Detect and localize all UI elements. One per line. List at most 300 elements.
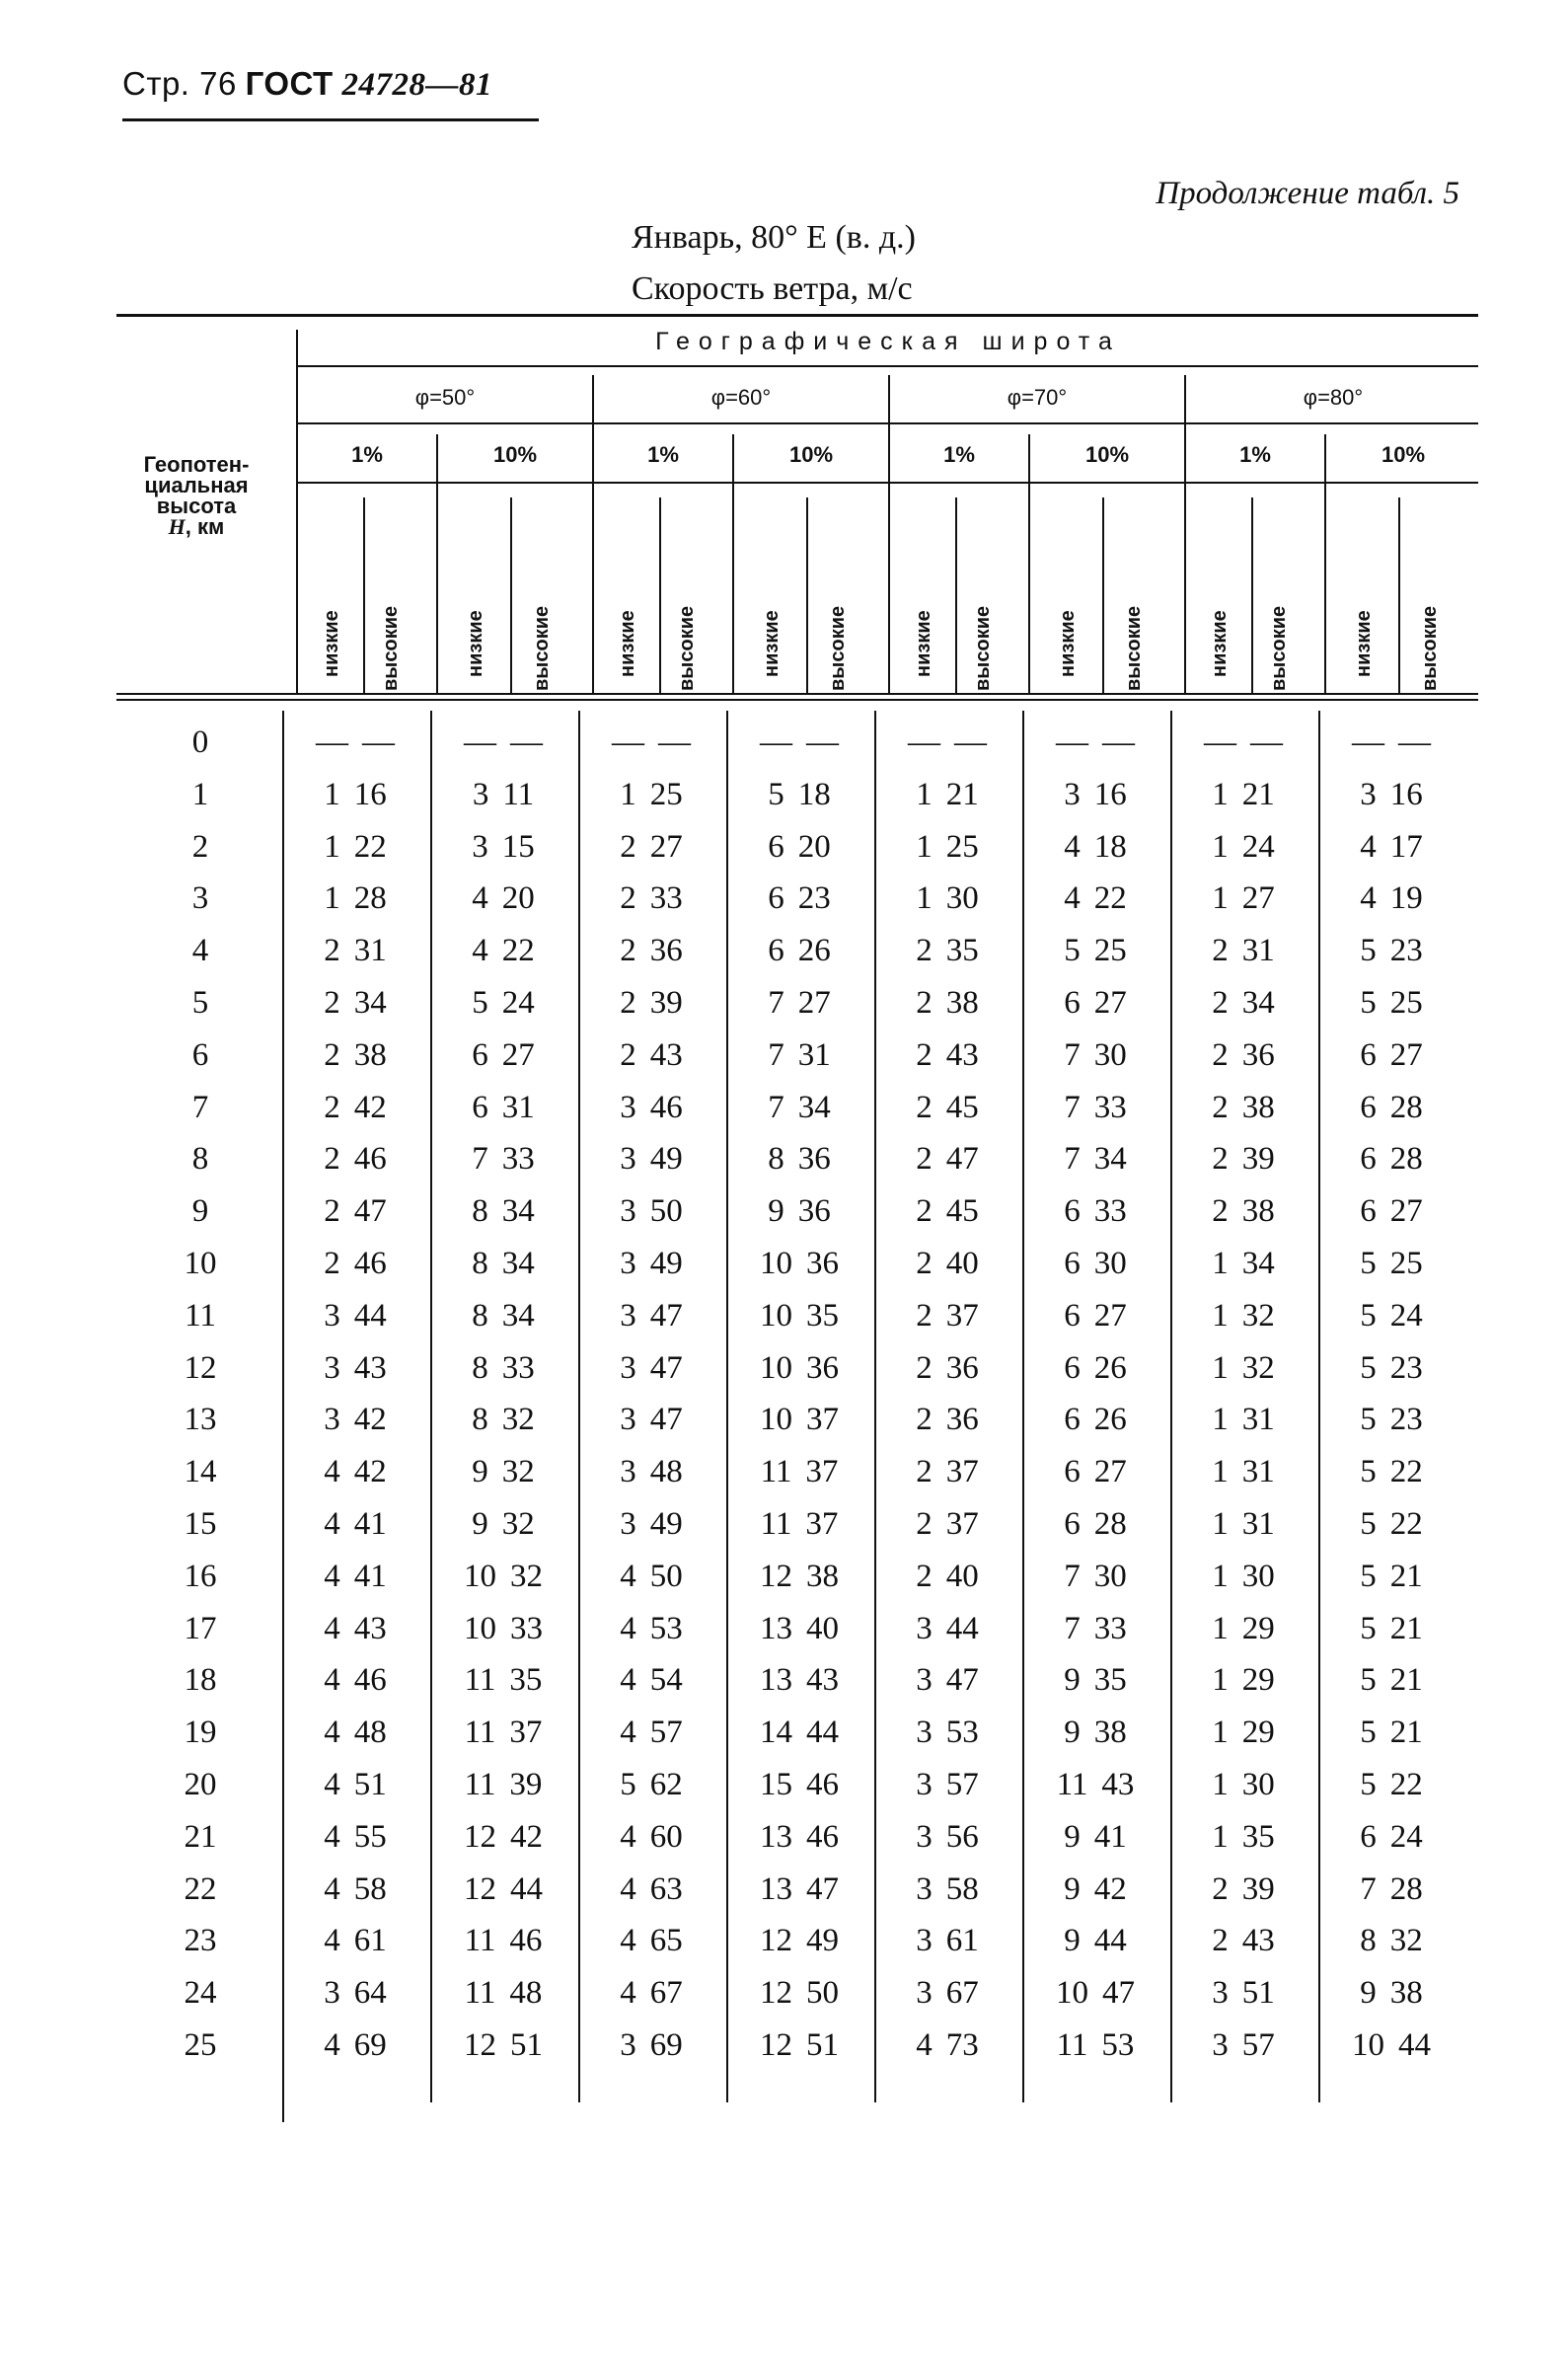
value-high: 37 <box>806 1402 839 1438</box>
value-high: 57 <box>1241 2027 1275 2063</box>
value-low: 1 <box>916 776 933 812</box>
value-low: — <box>612 724 644 760</box>
value-high: 38 <box>945 985 979 1021</box>
value-high: 22 <box>1389 1767 1423 1802</box>
value-high: 21 <box>945 776 979 812</box>
table-cell <box>1322 1819 1460 1856</box>
value-low: 5 <box>768 776 784 812</box>
value-low: 6 <box>1360 1089 1377 1125</box>
value-high: 35 <box>1241 1818 1275 1855</box>
value-low: 13 <box>760 1870 792 1907</box>
table-cell <box>1322 724 1460 761</box>
table-cell <box>434 2027 572 2064</box>
table-cell <box>582 777 720 813</box>
height-value: 0 <box>191 724 209 760</box>
table-cell <box>582 1662 720 1699</box>
value-high: 24 <box>501 985 535 1021</box>
table-cell <box>730 1193 868 1230</box>
value-high: 47 <box>1102 1975 1135 2012</box>
table-cell <box>730 1975 868 2012</box>
value-low: 1 <box>1212 1715 1229 1751</box>
table-cell <box>286 724 424 761</box>
value-low: 7 <box>1064 1141 1081 1178</box>
value-high: 29 <box>1241 1662 1275 1699</box>
body-divider-5 <box>1022 711 1024 2102</box>
table-cell <box>1026 1923 1164 1959</box>
table-cell <box>878 1037 1016 1074</box>
table-cell <box>1174 1559 1312 1595</box>
value-low: 4 <box>1064 828 1081 865</box>
table-cell <box>730 777 868 813</box>
sub-header-low: низкие <box>913 610 934 677</box>
height-value: 5 <box>191 985 209 1021</box>
value-high: 38 <box>353 1036 387 1073</box>
value-low: 5 <box>620 1767 636 1802</box>
value-low: 5 <box>1360 1767 1377 1802</box>
value-low: 4 <box>324 1923 340 1959</box>
value-low: 3 <box>1360 776 1377 812</box>
value-high: 28 <box>353 880 387 917</box>
value-high: — <box>806 724 839 760</box>
latitude-header: φ=80° <box>1303 385 1364 410</box>
height-value: 7 <box>191 1089 209 1125</box>
table-cell <box>286 1350 424 1387</box>
value-high: 28 <box>1389 1870 1423 1907</box>
value-high: 40 <box>945 1558 979 1594</box>
value-high: 34 <box>1241 985 1275 1021</box>
sub-divider <box>363 497 365 693</box>
value-high: 37 <box>945 1297 979 1334</box>
table-cell <box>1174 1611 1312 1647</box>
value-high: 43 <box>1241 1923 1275 1959</box>
value-high: 57 <box>945 1767 979 1802</box>
table-cell <box>582 1090 720 1126</box>
table-cell <box>878 1923 1016 1959</box>
value-high: 11 <box>502 776 535 812</box>
table-cell <box>1026 1141 1164 1178</box>
value-high: 37 <box>805 1506 839 1542</box>
table-cell <box>878 1506 1016 1543</box>
value-high: 51 <box>510 2027 543 2063</box>
value-high: 45 <box>945 1193 979 1230</box>
value-low: 1 <box>1212 776 1229 812</box>
table-cell <box>434 1141 572 1178</box>
value-high: 37 <box>945 1506 979 1542</box>
table-cell <box>582 1454 720 1490</box>
table-cell <box>1174 1819 1312 1856</box>
value-low: 3 <box>620 1506 636 1542</box>
table-cell <box>1026 985 1164 1022</box>
table-cell <box>1174 1193 1312 1230</box>
height-value: 9 <box>191 1193 209 1230</box>
group-header-rule <box>296 365 1478 367</box>
value-low: 6 <box>472 1036 488 1073</box>
table-cell <box>1174 1715 1312 1751</box>
value-high: 24 <box>1389 1297 1423 1334</box>
table-cell <box>582 829 720 866</box>
value-high: 36 <box>945 1402 979 1438</box>
group-header: Географическая широта <box>655 328 1121 355</box>
table-cell <box>1322 1559 1460 1595</box>
value-low: 4 <box>324 1767 340 1802</box>
value-low: — <box>908 724 940 760</box>
value-high: 26 <box>797 933 831 969</box>
value-low: 6 <box>1360 1818 1377 1855</box>
value-low: 11 <box>464 1715 496 1751</box>
table-cell <box>1322 1298 1460 1335</box>
height-value: 19 <box>184 1715 217 1751</box>
table-cell <box>1322 1611 1460 1647</box>
value-low: 12 <box>760 1923 792 1959</box>
value-low: 2 <box>324 1193 340 1230</box>
value-high: 33 <box>510 1610 543 1646</box>
table-cell <box>1322 1246 1460 1282</box>
value-high: 53 <box>945 1715 979 1751</box>
value-high: 39 <box>509 1767 543 1802</box>
value-high: 37 <box>945 1454 979 1490</box>
value-low: 4 <box>324 1454 340 1490</box>
value-low: 5 <box>1360 1297 1377 1334</box>
value-low: 1 <box>1212 880 1229 917</box>
value-low: 6 <box>1064 1349 1081 1386</box>
lat-divider-1 <box>592 375 594 693</box>
table-cell <box>1322 1506 1460 1543</box>
value-high: 34 <box>797 1089 831 1125</box>
value-high: 46 <box>806 1818 839 1855</box>
value-low: 8 <box>472 1297 488 1334</box>
value-high: 44 <box>1398 2027 1431 2063</box>
value-low: 10 <box>1352 2027 1384 2063</box>
value-high: 35 <box>1093 1662 1127 1699</box>
table-cell <box>730 1506 868 1543</box>
value-high: 37 <box>509 1715 543 1751</box>
table-cell <box>878 1767 1016 1803</box>
value-high: 16 <box>353 776 387 812</box>
table-cell <box>1026 1506 1164 1543</box>
value-low: 6 <box>768 933 784 969</box>
value-high: 41 <box>353 1506 387 1542</box>
table-cell <box>1322 1767 1460 1803</box>
value-low: 3 <box>324 1402 340 1438</box>
value-low: 5 <box>1360 1558 1377 1594</box>
value-high: 45 <box>945 1089 979 1125</box>
value-high: 27 <box>1093 1454 1127 1490</box>
value-low: 11 <box>464 1975 496 2012</box>
value-low: 12 <box>760 1975 792 2012</box>
value-low: 3 <box>916 1767 933 1802</box>
value-low: 3 <box>916 1610 933 1646</box>
value-high: 33 <box>501 1349 535 1386</box>
value-high: 64 <box>353 1975 387 2012</box>
value-high: 24 <box>1389 1818 1423 1855</box>
value-low: 6 <box>768 880 784 917</box>
table-cell <box>1026 1402 1164 1438</box>
table-cell <box>1174 880 1312 917</box>
table-cell <box>1174 1037 1312 1074</box>
sub-header-high: высокие <box>380 605 403 691</box>
value-low: 1 <box>1212 1818 1229 1855</box>
value-high: 16 <box>1093 776 1127 812</box>
table-cell <box>878 1298 1016 1335</box>
value-low: 2 <box>620 933 636 969</box>
percent-header: 10% <box>788 442 834 467</box>
value-low: 4 <box>620 1715 636 1751</box>
table-cell <box>730 1923 868 1959</box>
value-high: 21 <box>1389 1610 1423 1646</box>
table-cell <box>878 1559 1016 1595</box>
table-cell <box>1026 1819 1164 1856</box>
height-value: 8 <box>191 1141 209 1178</box>
value-high: 18 <box>797 776 831 812</box>
value-high: 55 <box>353 1818 387 1855</box>
value-high: 22 <box>1389 1454 1423 1490</box>
page-number: Стр. 76 <box>122 65 237 102</box>
value-low: 4 <box>324 1715 340 1751</box>
value-high: 27 <box>1389 1036 1423 1073</box>
table-cell <box>878 1871 1016 1908</box>
value-high: 30 <box>1241 1767 1275 1802</box>
value-high: 61 <box>945 1923 979 1959</box>
table-cell <box>1174 1350 1312 1387</box>
height-value: 24 <box>184 1975 217 2012</box>
value-low: 1 <box>916 880 933 917</box>
value-high: 69 <box>649 2027 683 2063</box>
sub-header-low: низкие <box>617 610 638 677</box>
table-cell <box>286 1298 424 1335</box>
table-cell <box>878 1662 1016 1699</box>
value-high: 29 <box>1241 1715 1275 1751</box>
value-high: 49 <box>649 1506 683 1542</box>
table-cell <box>1322 1141 1460 1178</box>
value-low: 5 <box>1360 1506 1377 1542</box>
value-low: 10 <box>760 1402 792 1438</box>
value-high: 34 <box>501 1193 535 1230</box>
value-high: 62 <box>649 1767 683 1802</box>
latitude-header-rule <box>296 422 1478 424</box>
value-high: 28 <box>1389 1141 1423 1178</box>
table-cell <box>730 1454 868 1490</box>
value-high: 44 <box>1093 1923 1127 1959</box>
value-low: 5 <box>1360 1715 1377 1751</box>
latitude-header: φ=60° <box>710 385 772 410</box>
sub-divider <box>1398 497 1400 693</box>
height-value: 10 <box>184 1246 217 1281</box>
table-cell <box>878 829 1016 866</box>
value-low: 3 <box>472 776 489 812</box>
value-high: 34 <box>501 1297 535 1334</box>
value-low: 1 <box>1212 1402 1229 1438</box>
value-high: 32 <box>1241 1349 1275 1386</box>
table-cell <box>1322 1350 1460 1387</box>
table-cell <box>730 1402 868 1438</box>
value-low: 2 <box>620 880 636 917</box>
height-value: 25 <box>184 2027 217 2063</box>
value-low: 2 <box>1212 1870 1229 1907</box>
value-low: 1 <box>916 828 933 865</box>
value-high: 46 <box>509 1923 543 1959</box>
table-cell <box>1174 1298 1312 1335</box>
value-low: — <box>1056 724 1088 760</box>
value-low: 12 <box>464 2027 496 2063</box>
value-high: 31 <box>1241 1506 1275 1542</box>
table-cell <box>730 1141 868 1178</box>
row-header-line: Геопотен- <box>143 452 250 477</box>
value-high: 29 <box>1241 1610 1275 1646</box>
height-value: 2 <box>191 828 209 865</box>
table-cell <box>434 777 572 813</box>
pct-divider-2 <box>732 434 734 693</box>
value-low: 9 <box>768 1193 784 1230</box>
value-low: 6 <box>1360 1036 1377 1073</box>
value-high: 36 <box>649 933 683 969</box>
value-low: 4 <box>1064 880 1081 917</box>
table-cell <box>1322 1871 1460 1908</box>
value-high: 21 <box>1389 1558 1423 1594</box>
value-low: 2 <box>916 1402 933 1438</box>
value-low: 11 <box>1056 1767 1088 1802</box>
value-low: 5 <box>1360 1246 1377 1281</box>
value-high: 18 <box>1093 828 1127 865</box>
value-low: 1 <box>1212 828 1229 865</box>
height-value: 17 <box>184 1610 217 1646</box>
value-high: 30 <box>1093 1036 1127 1073</box>
value-high: 42 <box>353 1089 387 1125</box>
table-cell <box>434 1090 572 1126</box>
row-header-label <box>116 454 276 537</box>
value-high: 30 <box>1093 1558 1127 1594</box>
value-low: 3 <box>916 1975 933 2012</box>
value-low: 12 <box>760 1558 792 1594</box>
value-low: 4 <box>620 1975 636 2012</box>
row-header-line: циальная <box>144 473 249 497</box>
value-low: 2 <box>620 985 636 1021</box>
table-cell <box>730 1559 868 1595</box>
value-high: 49 <box>649 1246 683 1281</box>
value-low: 2 <box>916 1089 933 1125</box>
value-low: 9 <box>1064 1923 1081 1959</box>
percent-header: 1% <box>1239 442 1271 467</box>
value-low: 3 <box>620 1246 636 1281</box>
value-high: 61 <box>353 1923 387 1959</box>
value-high: 36 <box>945 1349 979 1386</box>
value-low: 9 <box>1064 1870 1081 1907</box>
percent-header: 10% <box>492 442 538 467</box>
table-cell <box>878 1350 1016 1387</box>
pct-divider-1 <box>436 434 438 693</box>
sub-header-low: низкие <box>1057 610 1079 677</box>
value-high: 33 <box>501 1141 535 1178</box>
value-high: 56 <box>945 1818 979 1855</box>
sub-header-high: высокие <box>531 605 554 691</box>
wind-speed-table <box>116 314 1478 2120</box>
value-high: 34 <box>501 1246 535 1281</box>
percent-header: 1% <box>943 442 975 467</box>
value-low: 6 <box>1064 1297 1081 1334</box>
table-cell <box>582 1715 720 1751</box>
value-high: 38 <box>1093 1715 1127 1751</box>
table-cell <box>434 1402 572 1438</box>
value-low: 2 <box>916 1036 933 1073</box>
value-low: 4 <box>324 1662 340 1699</box>
pct-divider-3 <box>1028 434 1030 693</box>
table-cell <box>434 1037 572 1074</box>
value-high: 48 <box>649 1454 683 1490</box>
height-value: 21 <box>184 1818 217 1855</box>
table-cell <box>582 1923 720 1959</box>
sub-header-low: низкие <box>1353 610 1375 677</box>
value-high: 46 <box>353 1662 387 1699</box>
value-high: 34 <box>1093 1141 1127 1178</box>
value-low: 7 <box>768 1036 784 1073</box>
value-low: 2 <box>916 1246 933 1281</box>
value-high: 51 <box>806 2027 839 2063</box>
table-cell <box>582 1975 720 2012</box>
percent-header: 1% <box>647 442 679 467</box>
value-high: 67 <box>945 1975 979 2012</box>
value-high: 22 <box>1093 880 1127 917</box>
table-cell <box>730 985 868 1022</box>
value-high: 39 <box>1241 1870 1275 1907</box>
value-low: 3 <box>472 828 488 865</box>
table-cell <box>878 1611 1016 1647</box>
value-low: 11 <box>760 1454 792 1490</box>
value-high: 46 <box>806 1767 839 1802</box>
value-high: 38 <box>1241 1089 1275 1125</box>
value-low: 6 <box>1064 1246 1081 1281</box>
sub-header-low: низкие <box>321 610 342 677</box>
value-low: 4 <box>620 1558 636 1594</box>
percent-header-rule <box>296 482 1478 484</box>
value-low: 2 <box>324 1246 340 1281</box>
value-low: 5 <box>1360 1610 1377 1646</box>
value-low: 1 <box>1212 1610 1229 1646</box>
value-high: 46 <box>649 1089 683 1125</box>
value-low: 12 <box>464 1818 496 1855</box>
value-low: 9 <box>472 1454 488 1490</box>
value-low: 4 <box>324 1818 340 1855</box>
value-high: 47 <box>649 1402 683 1438</box>
value-high: 42 <box>353 1402 387 1438</box>
value-low: 2 <box>620 828 636 865</box>
table-subtitle: Скорость ветра, м/с <box>632 270 913 307</box>
body-divider-4 <box>874 711 876 2102</box>
value-high: 53 <box>649 1610 683 1646</box>
value-low: 6 <box>1064 985 1081 1021</box>
value-low: 3 <box>1064 776 1081 812</box>
value-low: 4 <box>472 933 488 969</box>
value-high: 32 <box>1389 1923 1423 1959</box>
table-cell <box>434 1350 572 1387</box>
table-cell <box>434 1193 572 1230</box>
table-cell <box>1174 829 1312 866</box>
value-low: 2 <box>1212 1141 1229 1178</box>
value-low: 4 <box>620 1923 636 1959</box>
value-low: 3 <box>324 1349 340 1386</box>
sub-divider <box>510 497 512 693</box>
value-high: 28 <box>1389 1089 1423 1125</box>
value-high: 22 <box>353 828 387 865</box>
value-low: 3 <box>620 1089 636 1125</box>
value-high: 32 <box>1241 1297 1275 1334</box>
value-low: — <box>1352 724 1384 760</box>
value-low: — <box>464 724 496 760</box>
value-low: 1 <box>1212 1246 1229 1281</box>
value-low: 4 <box>324 1558 340 1594</box>
value-high: 65 <box>649 1923 683 1959</box>
value-low: — <box>1204 724 1236 760</box>
table-cell <box>434 724 572 761</box>
value-high: 25 <box>945 828 979 865</box>
